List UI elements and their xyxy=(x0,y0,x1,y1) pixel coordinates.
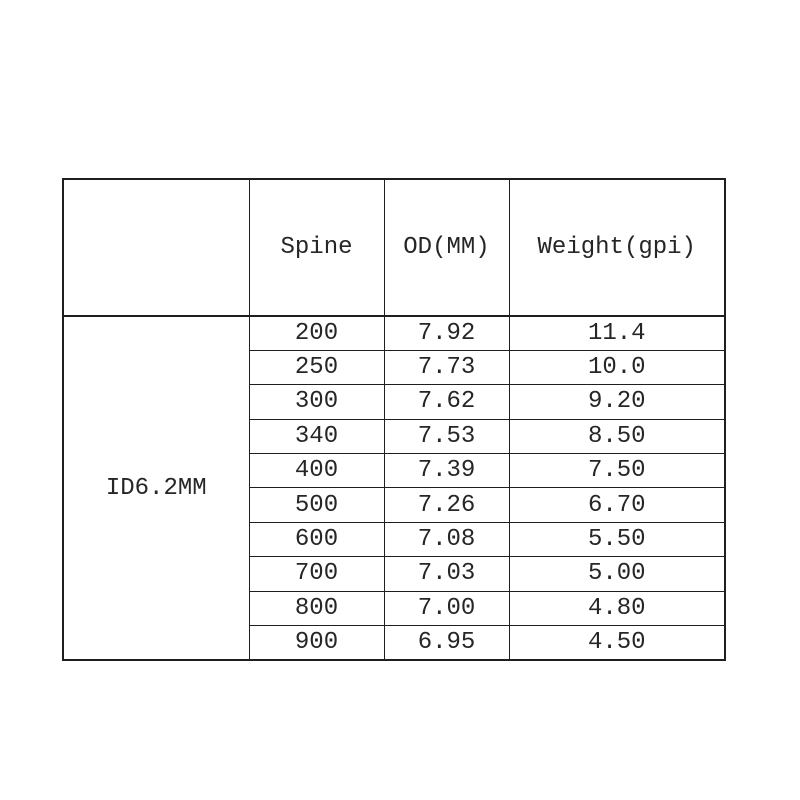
col-header-spine: Spine xyxy=(249,179,384,316)
cell-spine: 800 xyxy=(249,591,384,625)
cell-weight: 5.00 xyxy=(509,557,725,591)
cell-weight: 6.70 xyxy=(509,488,725,522)
cell-spine: 250 xyxy=(249,350,384,384)
table-row xyxy=(63,316,725,350)
cell-weight: 9.20 xyxy=(509,385,725,419)
cell-spine: 700 xyxy=(249,557,384,591)
spec-table xyxy=(62,178,726,661)
header-row xyxy=(63,179,725,316)
cell-spine: 400 xyxy=(249,454,384,488)
cell-od: 7.92 xyxy=(384,316,509,350)
cell-weight: 4.80 xyxy=(509,591,725,625)
cell-od: 7.62 xyxy=(384,385,509,419)
cell-weight: 7.50 xyxy=(509,454,725,488)
cell-spine: 500 xyxy=(249,488,384,522)
cell-weight: 10.0 xyxy=(509,350,725,384)
col-header-weight: Weight(gpi) xyxy=(509,179,725,316)
cell-weight: 5.50 xyxy=(509,522,725,556)
row-group-label: ID6.2MM xyxy=(63,316,249,660)
cell-spine: 200 xyxy=(249,316,384,350)
cell-weight: 4.50 xyxy=(509,626,725,660)
cell-od: 7.08 xyxy=(384,522,509,556)
corner-empty-cell xyxy=(63,179,249,316)
col-header-od: OD(MM) xyxy=(384,179,509,316)
cell-od: 7.39 xyxy=(384,454,509,488)
cell-spine: 300 xyxy=(249,385,384,419)
cell-spine: 900 xyxy=(249,626,384,660)
cell-spine: 600 xyxy=(249,522,384,556)
cell-od: 7.53 xyxy=(384,419,509,453)
cell-od: 7.00 xyxy=(384,591,509,625)
cell-weight: 11.4 xyxy=(509,316,725,350)
cell-od: 7.73 xyxy=(384,350,509,384)
cell-od: 7.26 xyxy=(384,488,509,522)
cell-spine: 340 xyxy=(249,419,384,453)
cell-od: 7.03 xyxy=(384,557,509,591)
cell-od: 6.95 xyxy=(384,626,509,660)
cell-weight: 8.50 xyxy=(509,419,725,453)
